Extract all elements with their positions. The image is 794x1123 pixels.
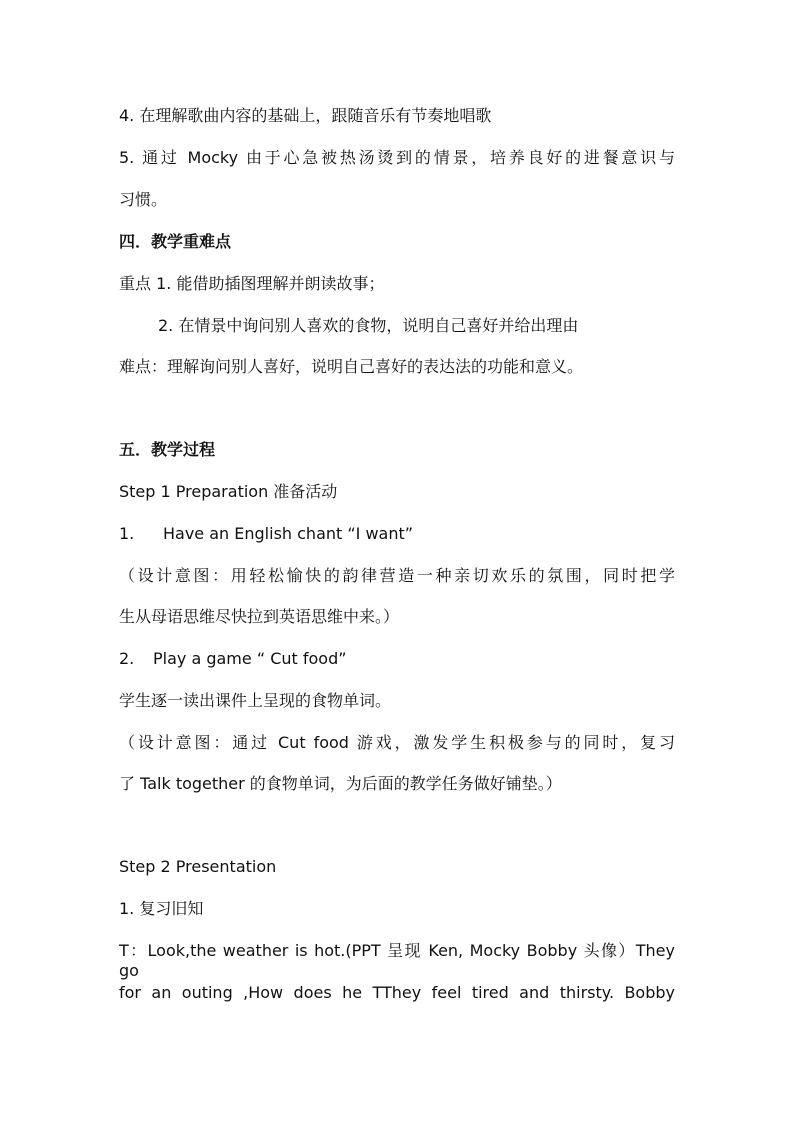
key-point-1: 重点 1. 能借助插图理解并朗读故事； [119, 274, 385, 293]
item-text: Have an English chant “I want” [163, 524, 414, 543]
design-intent-2-continued: 了 Talk together 的食物单词，为后面的教学任务做好铺垫。） [119, 774, 562, 793]
activity-description: 学生逐一读出课件上呈现的食物单词。 [119, 691, 392, 710]
section-heading-process: 五．教学过程 [119, 440, 216, 459]
key-point-2: 2. 在情景中询问别人喜欢的食物，说明自己喜好并给出理由 [158, 316, 579, 335]
design-intent-2: （设计意图：通过 Cut food 游戏，激发学生积极参与的同时，复习 [119, 733, 675, 752]
step-1-item-1 [119, 524, 679, 544]
objective-5-continued: 习惯。 [119, 190, 168, 209]
difficult-point: 难点：理解询问别人喜好，说明自己喜好的表达法的功能和意义。 [119, 357, 584, 376]
teacher-dialogue-line-2: for an outing ,How does he TThey feel tired and thirsty. Bobby [119, 983, 675, 1002]
design-intent-1-continued: 生从母语思维尽快拉到英语思维中来。） [119, 607, 400, 626]
section-heading-key-points: 四．教学重难点 [119, 232, 232, 251]
item-number: 1. [119, 524, 135, 543]
step-1-heading: Step 1 Preparation 准备活动 [119, 482, 338, 501]
step-2-heading: Step 2 Presentation [119, 857, 277, 876]
teacher-dialogue-line-1: T：Look,the weather is hot.(PPT 呈现 Ken, Mocky Bobby 头像）They go [119, 941, 675, 980]
item-number: 2. [119, 649, 135, 668]
step-1-item-2 [119, 649, 679, 669]
step-2-item-1: 1. 复习旧知 [119, 899, 204, 918]
objective-5: 5. 通过 Mocky 由于心急被热汤烫到的情景，培养良好的进餐意识与 [119, 148, 675, 167]
design-intent-1: （设计意图：用轻松愉快的韵律营造一种亲切欢乐的氛围，同时把学 [119, 566, 675, 585]
objective-4: 4. 在理解歌曲内容的基础上，跟随音乐有节奏地唱歌 [119, 106, 492, 125]
item-text: Play a game “ Cut food” [153, 649, 347, 668]
